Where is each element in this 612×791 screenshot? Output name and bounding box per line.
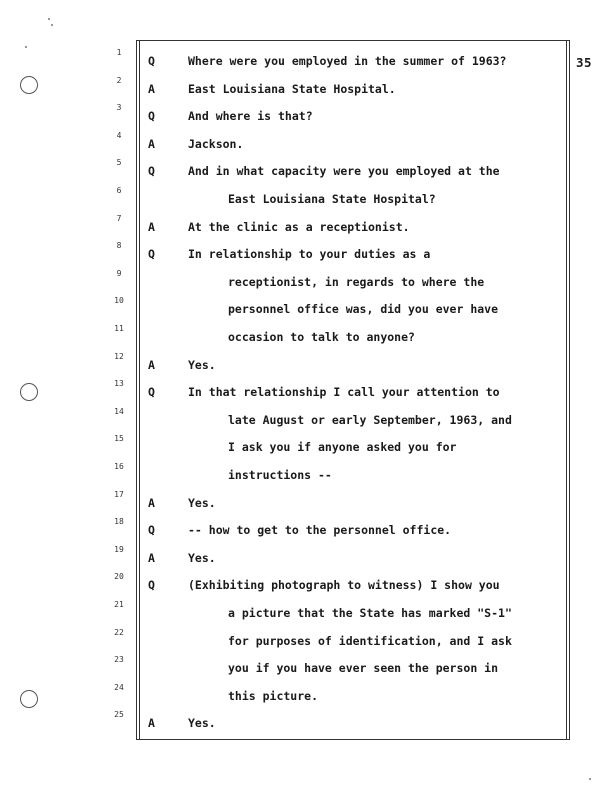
scan-speck [51,24,53,26]
testimony-text: -- how to get to the personnel office. [188,523,452,538]
speaker-label: Q [148,523,155,538]
line-number: 10 [114,296,124,306]
line-number: 15 [114,434,124,444]
testimony-text: At the clinic as a receptionist. [188,219,410,234]
line-number: 18 [114,517,124,527]
line-number: 11 [114,324,124,333]
line-number: 25 [114,710,124,720]
testimony-text: instructions -- [228,468,332,482]
line-number: 13 [114,379,124,389]
line-number: 16 [114,462,124,471]
line-number: 1 [116,48,122,57]
speaker-label: A [148,136,155,151]
testimony-text: East Louisiana State Hospital? [228,192,436,206]
scan-speck [589,778,591,780]
testimony-text: a picture that the State has marked "S-1" [228,606,512,620]
testimony-text: this picture. [228,688,319,703]
line-number: 19 [114,544,124,554]
scan-speck [25,46,27,48]
speaker-label: Q [148,247,155,262]
testimony-text: occasion to talk to anyone? [228,330,415,344]
line-number: 6 [116,186,122,195]
testimony-text: And where is that? [188,109,313,124]
testimony-text: late August or early September, 1963, and [228,412,512,427]
speaker-label: A [148,550,155,565]
testimony-text: (Exhibiting photograph to witness) I show you [188,578,500,593]
testimony-text: And in what capacity were you employed at the [188,164,500,179]
speaker-label: A [148,357,155,372]
line-number: 24 [114,682,124,692]
testimony-text: Yes. [188,550,216,565]
line-number: 8 [116,241,122,251]
testimony-text: Jackson. [188,136,244,151]
speaker-label: A [148,495,155,510]
testimony-text: I ask you if anyone asked you for [228,440,457,455]
speaker-label: Q [148,164,155,179]
scan-speck [48,18,50,20]
line-number: 3 [116,103,122,113]
testimony-text: for purposes of identification, and I ask [228,633,512,648]
line-number: 14 [114,406,124,416]
binder-hole-top [20,76,38,94]
line-number: 12 [114,351,124,361]
speaker-label: Q [148,109,155,124]
line-number: 7 [116,213,122,223]
speaker-label: Q [148,578,155,593]
line-number: 20 [114,572,124,582]
testimony-text: Yes. [188,495,216,510]
line-number: 17 [114,489,124,499]
speaker-label: Q [148,385,155,400]
testimony-text: receptionist, in regards to where the [228,274,485,289]
line-number: 2 [116,75,122,85]
testimony-text: Yes. [188,716,216,731]
binder-hole-bottom [20,690,38,708]
testimony-text: Where were you employed in the summer of 1963? [188,54,507,68]
speaker-label: A [148,716,155,731]
testimony-text: East Louisiana State Hospital. [188,81,396,96]
binder-hole-middle [20,383,38,401]
speaker-label: A [148,81,155,96]
testimony-text: In that relationship I call your attention to [188,385,500,400]
page-number: 35 [576,55,593,70]
line-number: 23 [114,655,124,665]
line-number: 9 [116,268,122,278]
line-number: 22 [114,627,124,637]
line-number: 4 [116,130,122,140]
testimony-text: In relationship to your duties as a [188,247,431,262]
line-number: 21 [114,600,124,609]
testimony-text: personnel office was, did you ever have [228,302,499,317]
speaker-label: Q [148,54,155,68]
speaker-label: A [148,219,155,234]
line-number: 5 [116,158,122,168]
testimony-text: you if you have ever seen the person in [228,661,499,676]
testimony-text: Yes. [188,357,216,372]
